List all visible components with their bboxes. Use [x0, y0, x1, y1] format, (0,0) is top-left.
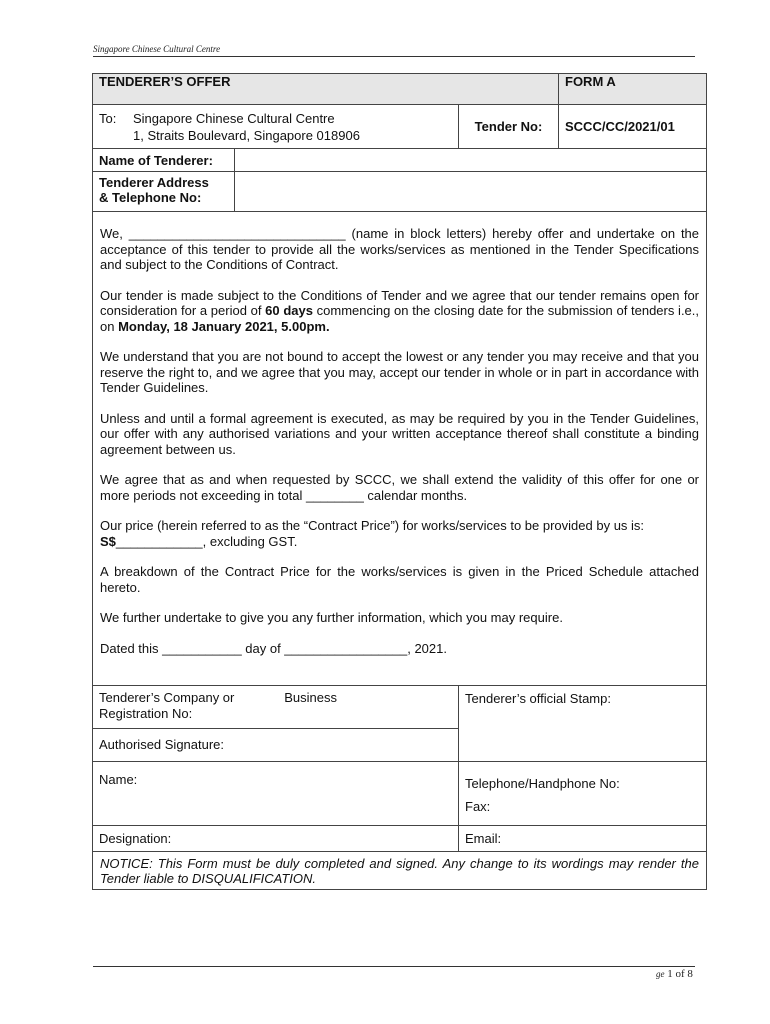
designation-label: Designation: — [99, 831, 172, 846]
company-label-b: Business — [284, 690, 337, 705]
to-label: To: — [99, 111, 117, 126]
page-count: 1 of 8 — [667, 968, 693, 980]
company-label-c: Registration No: — [99, 706, 193, 721]
offer-body-row — [93, 212, 707, 686]
address-label-line2: & Telephone No: — [99, 190, 202, 205]
paragraph-3: We understand that you are not bound to accept the lowest or any tender you may receive and that you reserve the right to, and we agree that you may, accept our tender in whole or in part in accordance with Tender Guidelines. — [100, 349, 700, 395]
signature-field[interactable] — [93, 729, 458, 761]
tenderer-address-row — [93, 172, 707, 212]
validity-period: 60 days — [265, 303, 313, 318]
recipient-cell — [93, 105, 459, 149]
header-divider — [93, 56, 695, 57]
tenderer-name-label: Name of Tenderer: — [93, 149, 235, 172]
notice-row — [93, 852, 707, 890]
designation-field[interactable] — [93, 826, 459, 852]
page-prefix: ge — [656, 969, 665, 979]
closing-date: Monday, 18 January 2021, 5.00pm. — [118, 318, 330, 334]
fax-label: Fax: — [465, 799, 491, 814]
signoff-row-1 — [93, 686, 707, 762]
paragraph-6 — [100, 518, 699, 549]
paragraph-9: Dated this ___________ day of _________________, 2021. — [100, 640, 447, 656]
tender-no-value: SCCC/CC/2021/01 — [559, 105, 707, 149]
contact-field[interactable] — [459, 762, 707, 826]
paragraph-7: A breakdown of the Contract Price for the works/services is given in the Priced Schedule attached hereto. — [100, 564, 700, 595]
recipient-name: Singapore Chinese Cultural Centre — [133, 111, 335, 126]
company-registration-field[interactable] — [93, 686, 458, 729]
address-label-line1: Tenderer Address — [99, 175, 209, 190]
p6-text-a: Our price (herein referred to as the “Contract Price”) for works/services to be provided by us is: — [100, 518, 645, 533]
recipient-row — [93, 105, 707, 149]
form-title-row — [93, 74, 707, 105]
p6-text-b: ____________, excluding GST. — [115, 533, 298, 549]
running-header: Singapore Chinese Cultural Centre — [93, 44, 221, 54]
tenderer-address-field[interactable] — [235, 172, 707, 212]
form-title: TENDERER’S OFFER — [93, 74, 559, 105]
paragraph-4: Unless and until a formal agreement is executed, as may be required by you in the Tender Guidelines, our offer with any authorised variations and your written acceptance thereof shall constitute a binding agreement between us. — [100, 410, 700, 457]
recipient-address: 1, Straits Boulevard, Singapore 018906 — [133, 128, 360, 143]
signoff-row-2 — [93, 762, 707, 826]
stamp-label: Tenderer’s official Stamp: — [465, 691, 611, 706]
signoff-row-3 — [93, 826, 707, 852]
paragraph-8: We further undertake to give you any further information, which you may require. — [100, 610, 563, 625]
offer-body — [93, 212, 707, 686]
tenderer-address-label — [93, 172, 235, 212]
p2-text-b: commencing on the closing date for the submission of tenders i.e., on — [100, 303, 700, 334]
page-number — [656, 968, 693, 980]
company-and-signature-cell — [93, 686, 459, 762]
name-field[interactable] — [93, 762, 459, 826]
name-label: Name: — [99, 772, 138, 787]
disqualification-notice: NOTICE: This Form must be duly completed and signed. Any change to its wordings may render the Tender liable to DISQUALIFICATION. — [100, 856, 700, 886]
tenderer-name-field[interactable] — [235, 149, 707, 172]
email-label: Email: — [465, 831, 502, 846]
paragraph-1: We, ______________________________ (name in block letters) hereby offer and undertake on the acceptance of this tender to provide all the works/services as mentioned in the Tender Specifications and subject to the Conditions of Contract. — [100, 226, 700, 272]
stamp-field[interactable] — [459, 686, 707, 762]
phone-label: Telephone/Handphone No: — [465, 776, 620, 791]
tenderer-name-row — [93, 149, 707, 172]
paragraph-5: We agree that as and when requested by SCCC, we shall extend the validity of this offer for one or more periods not exceeding in total ________ calendar months. — [100, 472, 700, 503]
tenderer-offer-form — [92, 73, 707, 890]
footer-divider — [93, 966, 695, 967]
currency-label: S$ — [100, 533, 116, 549]
company-label-a: Tenderer’s Company or — [99, 690, 235, 705]
form-label: FORM A — [559, 74, 707, 105]
email-field[interactable] — [459, 826, 707, 852]
tender-no-label: Tender No: — [459, 105, 559, 149]
signature-label: Authorised Signature: — [99, 737, 225, 752]
p2-text-a: Our tender is made subject to the Conditions of Tender and we agree that our tender remains open for consideration for a period of — [100, 287, 700, 318]
paragraph-2 — [100, 288, 699, 335]
notice-cell — [93, 852, 707, 890]
